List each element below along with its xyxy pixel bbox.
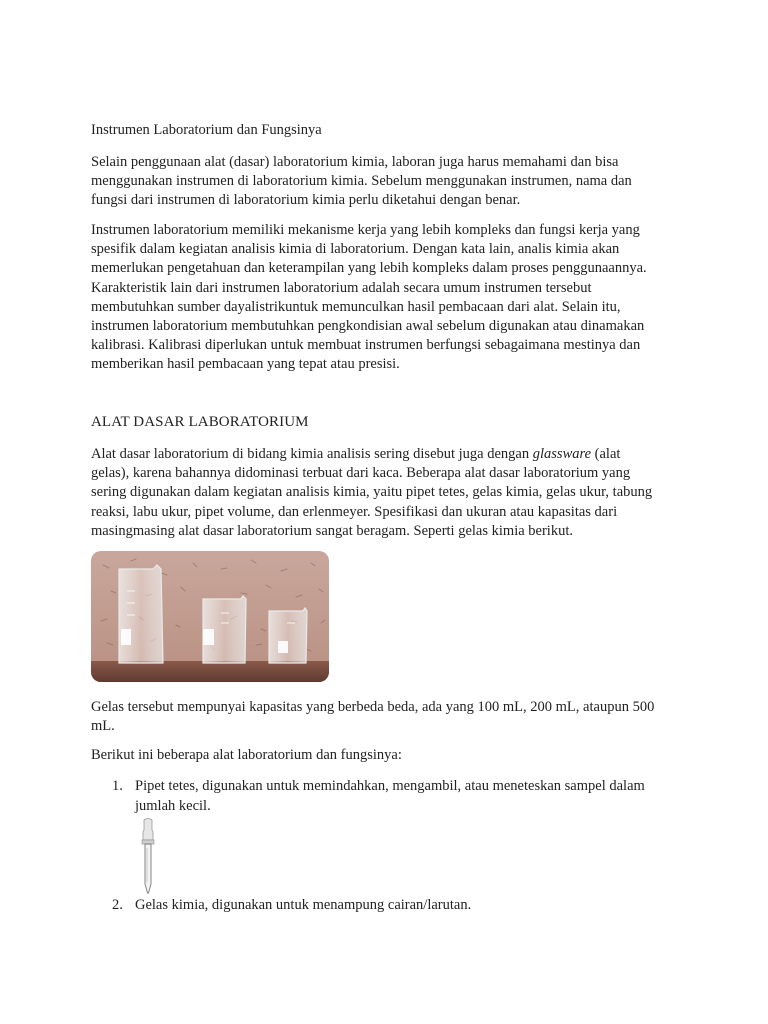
text-line: Instrumen laboratorium memiliki mekanisme kerja yang lebih kompleks dan fungsi kerja yang bbox=[91, 222, 640, 238]
text-line: instrumen laboratorium membutuhkan pengkondisian awal sebelum digunakan atau dinamakan bbox=[91, 318, 645, 335]
beakers-photo bbox=[91, 551, 329, 682]
text-line: Gelas kimia, digunakan untuk menampung cairan/larutan. bbox=[135, 897, 472, 913]
text-line: masingmasing alat dasar laboratorium sangat beragam. Seperti gelas kimia berikut. bbox=[91, 522, 573, 539]
text-line: spesifik dalam kegiatan analisis kimia di laboratorium. Dengan kata lain, analis kimia akan bbox=[91, 241, 620, 258]
text-line: mL. bbox=[91, 718, 115, 735]
text-line: Gelas tersebut mempunyai kapasitas yang berbeda beda, ada yang 100 mL, 200 mL, ataupun 500 bbox=[91, 699, 655, 715]
glassware-paragraph bbox=[91, 445, 691, 541]
text-line: memberikan hasil pembacaan yang tepat atau presisi. bbox=[91, 356, 400, 373]
dropper-drawing bbox=[138, 818, 158, 894]
text-line bbox=[91, 445, 691, 464]
instrument-paragraph bbox=[91, 221, 691, 375]
text-line: Karakteristik lain dari instrumen laboratorium adalah secara umum instrumen tersebut bbox=[91, 279, 592, 296]
text-line: gelas), karena bahannya didominasi terbuat dari kaca. Beberapa alat dasar laboratorium yang bbox=[91, 465, 631, 482]
section-heading: ALAT DASAR LABORATORIUM bbox=[91, 414, 309, 430]
text-line: membutuhkan sumber dayalistrikuntuk memunculkan hasil pembacaan dari alat. Selain itu, bbox=[91, 298, 621, 315]
capacity-paragraph bbox=[91, 698, 691, 736]
text-line: memerlukan pengetahuan dan keterampilan yang lebih kompleks dalam proses penggunaannya. bbox=[91, 260, 647, 277]
list-text bbox=[135, 896, 695, 916]
beaker-large bbox=[119, 565, 163, 663]
text-line: jumlah kecil. bbox=[135, 797, 211, 814]
pipette-image bbox=[138, 818, 158, 894]
beakers-image bbox=[91, 551, 329, 682]
text-segment: (alat bbox=[591, 446, 621, 462]
beaker-medium bbox=[203, 596, 246, 663]
list-intro: Berikut ini beberapa alat laboratorium dan fungsinya: bbox=[91, 747, 402, 763]
document-title: Instrumen Laboratorium dan Fungsinya bbox=[91, 122, 322, 138]
text-line: menggunakan instrumen di laboratorium kimia. Sebelum menggunakan instrumen, nama dan bbox=[91, 173, 632, 190]
text-line: Selain penggunaan alat (dasar) laboratorium kimia, laboran juga harus memahami dan bisa bbox=[91, 154, 619, 170]
intro-paragraph bbox=[91, 153, 691, 211]
list-number: 2. bbox=[112, 897, 123, 913]
text-segment: Alat dasar laboratorium di bidang kimia analisis sering disebut juga dengan bbox=[91, 446, 533, 462]
text-line: fungsi dari instrumen di laboratorium kimia perlu diketahui dengan benar. bbox=[91, 192, 521, 209]
list-number: 1. bbox=[112, 778, 123, 794]
text-line: sering digunakan dalam kegiatan analisis kimia, yaitu pipet tetes, gelas kimia, gelas ukur, tabung bbox=[91, 484, 653, 501]
text-line: kalibrasi. Kalibrasi diperlukan untuk membuat instrumen berfungsi sebagaimana mestinya dan bbox=[91, 337, 641, 354]
beaker-small bbox=[269, 608, 307, 663]
text-line: Pipet tetes, digunakan untuk memindahkan, mengambil, atau meneteskan sampel dalam bbox=[135, 778, 645, 794]
italic-term: glassware bbox=[532, 446, 592, 462]
list-text bbox=[135, 777, 695, 816]
text-line: reaksi, labu ukur, pipet volume, dan erlenmeyer. Spesifikasi dan ukuran atau kapasitas dari bbox=[91, 503, 618, 520]
